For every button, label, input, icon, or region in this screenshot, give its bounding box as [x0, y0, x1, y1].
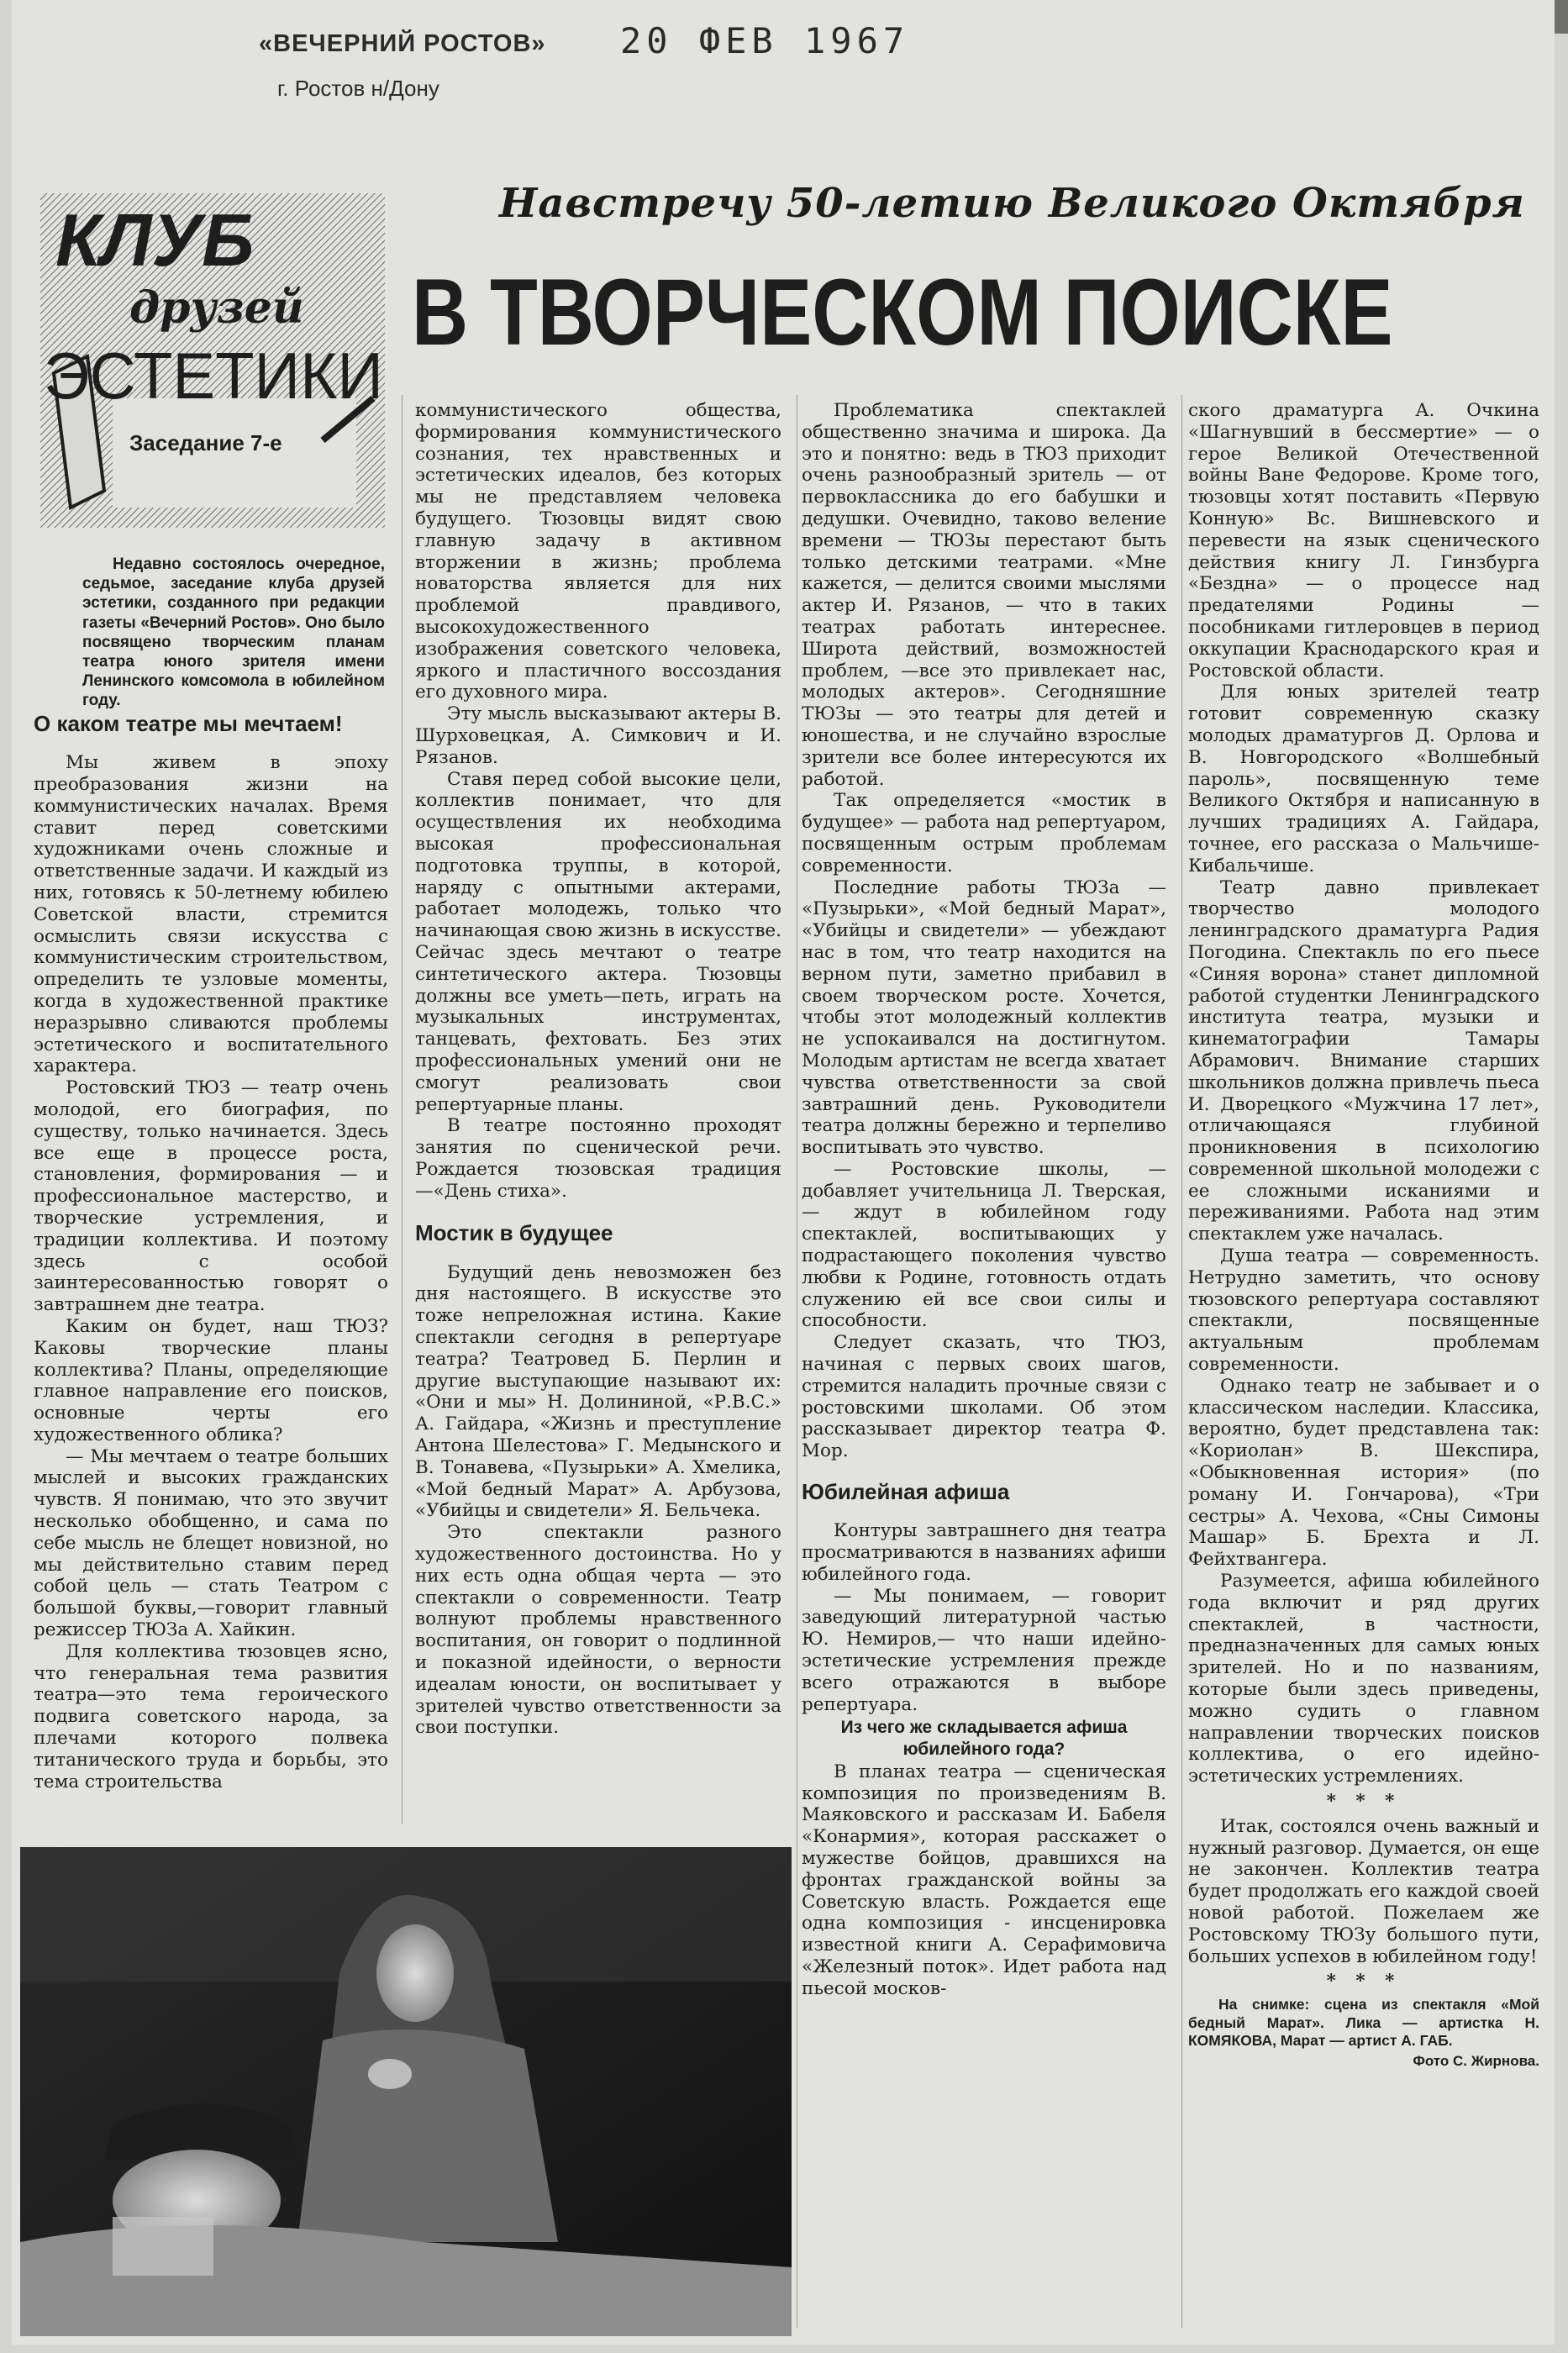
section-separator: * * * — [1326, 1791, 1402, 1812]
paragraph: Разумеется, афиша юбилейного года включит и ряд других спектаклей, в частности, предназначенных для самых юных зрителей. Но и по названиям, которые были здесь приведены, можно судить о главном направлении творческих поисков коллектива, о его идейно-эстетических устремлениях. — [1188, 1571, 1539, 1787]
column-3 — [802, 400, 1166, 2000]
column-1 — [34, 711, 388, 1792]
paragraph: В планах театра — сценическая композиция по произведениям В. Маяковского и рассказам И. Бабеля «Конармия», которая расскажет о мужестве бойцов, дравшихся на фронтах гражданской войны за Советскую власть. Рождается еще одна композиция - инсценировка известной книги А. Серафимовича «Железный поток». Идет работа над пьесой москов- — [802, 1761, 1166, 1999]
paragraph: — Мы понимаем, — говорит заведующий литературной частью Ю. Немиров,— что наши идейно-эстетические устремления прежде всего отражаются в выборе репертуара. — [802, 1585, 1166, 1715]
paragraph: Эту мысль высказывают актеры В. Шурховецкая, А. Симкович и И. Рязанов. — [415, 703, 781, 768]
section-heading: Мостик в будущее — [415, 1220, 613, 1246]
paragraph: Итак, состоялся очень важный и нужный разговор. Думается, он еще не закончен. Коллектив театра будет продолжать его каждой своей новой работой. Пожелаем же Ростовскому ТЮЗу большого пути, больших успехов в юбилейном году! — [1188, 1815, 1539, 1967]
newspaper-source-stamp: «ВЕЧЕРНИЙ РОСТОВ» — [259, 30, 546, 57]
logo-word-club: КЛУБ — [55, 198, 255, 282]
club-logo — [37, 188, 390, 541]
column-divider — [1181, 395, 1182, 2328]
paragraph: Следует сказать, что ТЮЗ, начиная с первых своих шагов, стремится наладить прочные связи с ростовскими школами. Об этом рассказывает директор театра Ф. Мор. — [802, 1332, 1166, 1462]
paragraph: ского драматурга А. Очкина «Шагнувший в бессмертие» — о герое Великой Отечественной войны Ване Федорове. Кроме того, тюзовцы хотят поставить «Первую Конную» Вс. Вишневского и перевести на язык сценического действия книгу Л. Гинзбурга «Бездна» — о процессе над предателями Родины — пособниками гитлеровцев в период оккупации Краснодарского края и Ростовской области. — [1188, 400, 1539, 682]
photo-caption: На снимке: сцена из спектакля «Мой бедный Марат». Лика — артистка Н. КОМЯКОВА, Марат — артист А. ГАБ. — [1188, 1996, 1539, 2049]
theatre-scene-photo — [20, 1847, 792, 2336]
photo-woman-face — [376, 1924, 454, 2022]
paragraph: Будущий день невозможен без дня настоящего. В искусстве это тоже непреложная истина. Какие спектакли сегодня в репертуаре театра? Театровед Б. Перлин и другие выступающие называют их: «Они и мы» Н. Долининой, «Р.В.С.» А. Гайдара, «Жизнь и преступление Антона Шелестова» Г. Медынского и В. Тонавева, «Пузырьки» А. Хмелика, «Мой бедный Марат» А. Арбузова, «Убийцы и свидетели» Я. Бельчека. — [415, 1261, 781, 1522]
photo-paper-on-table — [113, 2217, 213, 2276]
paragraph: Мы живем в эпоху преобразования жизни на коммунистических началах. Время ставит перед советскими художниками очень сложные и ответственные задачи. И каждый из них, готовясь к 50-летнему юбилею Советской власти, стремится осмыслить связи искусства с коммунистическим строительством, определить те узловые моменты, когда в художественной практике неразрывно сливаются проблемы эстетического и воспитательного характера. — [34, 752, 388, 1077]
paragraph: Последние работы ТЮЗа — «Пузырьки», «Мой бедный Марат», «Убийцы и свидетели» — убеждают нас в том, что театр находится на верном пути, заметно прибавил в своем творческом росте. Хочется, чтобы этот молодежный коллектив не успокаивался на достигнутом. Молодым артистам не всегда хватает чувства ответственности за свой завтрашний день. Руководители театра должны бережно и терпеливо воспитывать это чувство. — [802, 876, 1166, 1159]
newspaper-city-stamp: г. Ростов н/Дону — [277, 76, 439, 101]
club-intro: Недавно состоялось очередное, седьмое, заседание клуба друзей эстетики, созданного при редакции газеты «Вечерний Ростов». Оно было посвящено творческим планам театра юного зрителя имени Ленинского комсомола в юбилейном году. — [82, 555, 385, 710]
column-divider — [402, 395, 403, 1824]
paragraph: коммунистического общества, формирования коммунистического сознания, тех нравственных и эстетических идеалов, без которых мы не представляем человека будущего. Тюзовцы видят свою главную задачу в активном вторжении в жизнь; проблема новаторства является для них проблемой правдивого, высокохудожественного изображения советского человека, яркого и пластичного воссоздания его духовного мира. — [415, 400, 781, 703]
section-heading: Юбилейная афиша — [802, 1479, 1010, 1505]
section-heading: О каком театре мы мечтаем! — [34, 711, 343, 736]
paragraph: Для коллектива тюзовцев ясно, что генеральная тема развития театра—это тема героического подвига советского народа, за плечами которого полвека титанического труда и борьбы, это тема строительства — [34, 1640, 388, 1792]
photo-woman-coat — [297, 2029, 558, 2242]
paragraph: В театре постоянно проходят занятия по сценической речи. Рождается тюзовская традиция —«День стиха». — [415, 1115, 781, 1202]
article-kicker: Навстречу 50-летию Великого Октября — [499, 180, 1525, 227]
paragraph: Душа театра — современность. Нетрудно заметить, что основу тюзовского репертуара составляют спектакли, посвященные актуальным проблемам современности. — [1188, 1245, 1539, 1376]
logo-meeting-label: Заседание 7-е — [129, 430, 282, 455]
photo-hands — [368, 2059, 412, 2089]
logo-word-aesthetics: ЭСТЕТИКИ — [44, 339, 383, 413]
photo-credit: Фото С. Жирнова. — [1413, 2053, 1539, 2070]
article-headline: В ТВОРЧЕСКОМ ПОИСКЕ — [412, 260, 1393, 365]
paragraph: Для юных зрителей театр готовит современную сказку молодых драматургов Д. Орлова и В. Новгородского «Волшебный пароль», посвященную теме Великого Октября и написанную в лучших традициях А. Гайдара, точнее, его рассказа о Мальчише-Кибальчише. — [1188, 682, 1539, 876]
column-2 — [415, 400, 781, 1739]
paragraph: Так определяется «мостик в будущее» — работа над репертуаром, посвященным острым проблемам современности. — [802, 790, 1166, 876]
paragraph: Контуры завтрашнего дня театра просматриваются в названиях афиши юбилейного года. — [802, 1520, 1166, 1585]
paragraph: Каким он будет, наш ТЮЗ? Каковы творческие планы коллектива? Планы, определяющие главное направление его поисков, основные черты его художественного облика? — [34, 1315, 388, 1445]
paragraph: Ростовский ТЮЗ — театр очень молодой, его биография, по существу, только начинается. Здесь все еще в процессе роста, становления, формирования — и профессиональное мастерство, и творческие устремления, и традиции коллектива. И поэтому здесь с особой заинтересованностью говорят о завтрашнем дне театра. — [34, 1077, 388, 1316]
section-separator: * * * — [1326, 1971, 1402, 1992]
paragraph: Однако театр не забывает и о классическом наследии. Классика, вероятно, будет представлена так: «Кориолан» В. Шекспира, «Обыкновенная история» (по роману И. Гончарова), «Три сестры» А. Чехова, «Сны Симоны Машар» Б. Брехта и Л. Фейхтвангера. — [1188, 1375, 1539, 1571]
logo-word-friends: друзей — [129, 282, 304, 334]
paragraph: Театр давно привлекает творчество молодого ленинградского драматурга Радия Погодина. Спектакль по его пьесе «Синяя ворона» станет дипломной работой студентки Ленинградского института театра, музыки и кинематографии Тамары Абрамович. Внимание старших школьников должна привлечь пьеса И. Дворецкого «Мужчина 17 лет», отличающаяся глубиной проникновения в психологию современной школьной молодежи с ее сложными исканиями и переживаниями. Работа над этим спектаклем уже началась. — [1188, 876, 1539, 1245]
subheading-question: Из чего же складывается афиша юбилейного года? — [840, 1718, 1128, 1759]
paragraph: — Ростовские школы, — добавляет учительница Л. Тверская, — ждут в юбилейном году спектаклей, воспитывающих у подрастающего поколения чувство любви к Родине, готовность отдать служению ей все свои силы и способности. — [802, 1158, 1166, 1332]
paragraph: Это спектакли разного художественного достоинства. Но у них есть одна общая черта — это спектакли о современности. Театр волнуют проблемы нравственного воспитания, он говорит о подлинной и показной идейности, о верности идеалам юности, он воспитывает у зрителей чувство ответственности за свои поступки. — [415, 1522, 781, 1739]
column-4 — [1188, 400, 1539, 2071]
paragraph: — Мы мечтаем о театре больших мыслей и высоких гражданских чувств. Я понимаю, что это звучит несколько обобщенно, и сама по себе мысль не блещет новизной, но мы действительно ставим перед собой цель — стать Театром с большой буквы,—говорит главный режиссер ТЮЗа А. Хайкин. — [34, 1445, 388, 1641]
paragraph: Ставя перед собой высокие цели, коллектив понимает, что для осуществления их необходима высокая профессиональная подготовка труппы, в которой, наряду с опытными актерами, работает молодежь, только что начинающая свою жизнь в искусстве. Сейчас здесь мечтают о театре синтетического актера. Тюзовцы должны все уметь—петь, играть на музыкальных инструментах, танцевать, фехтовать. Без этих профессиональных умений они не смогут реализовать свои репертуарные планы. — [415, 768, 781, 1115]
paragraph: Проблематика спектаклей общественно значима и широка. Да это и понятно: ведь в ТЮЗ приходит очень разнообразный зритель — от первоклассника до его бабушки и дедушки. Очевидно, таково веление времени — ТЮЗы перестают быть только детскими театрами. «Мне кажется, — делится своими мыслями актер И. Рязанов, — что в таких театрах работать интереснее. Широта действий, возможностей проблем, —все это привлекает нас, молодых актеров». Сегодняшние ТЮЗы — это театры для детей и юношества, и не случайно взрослые зрители все более интересуются их работой. — [802, 400, 1166, 790]
date-stamp: 20 ФЕВ 1967 — [620, 20, 910, 61]
